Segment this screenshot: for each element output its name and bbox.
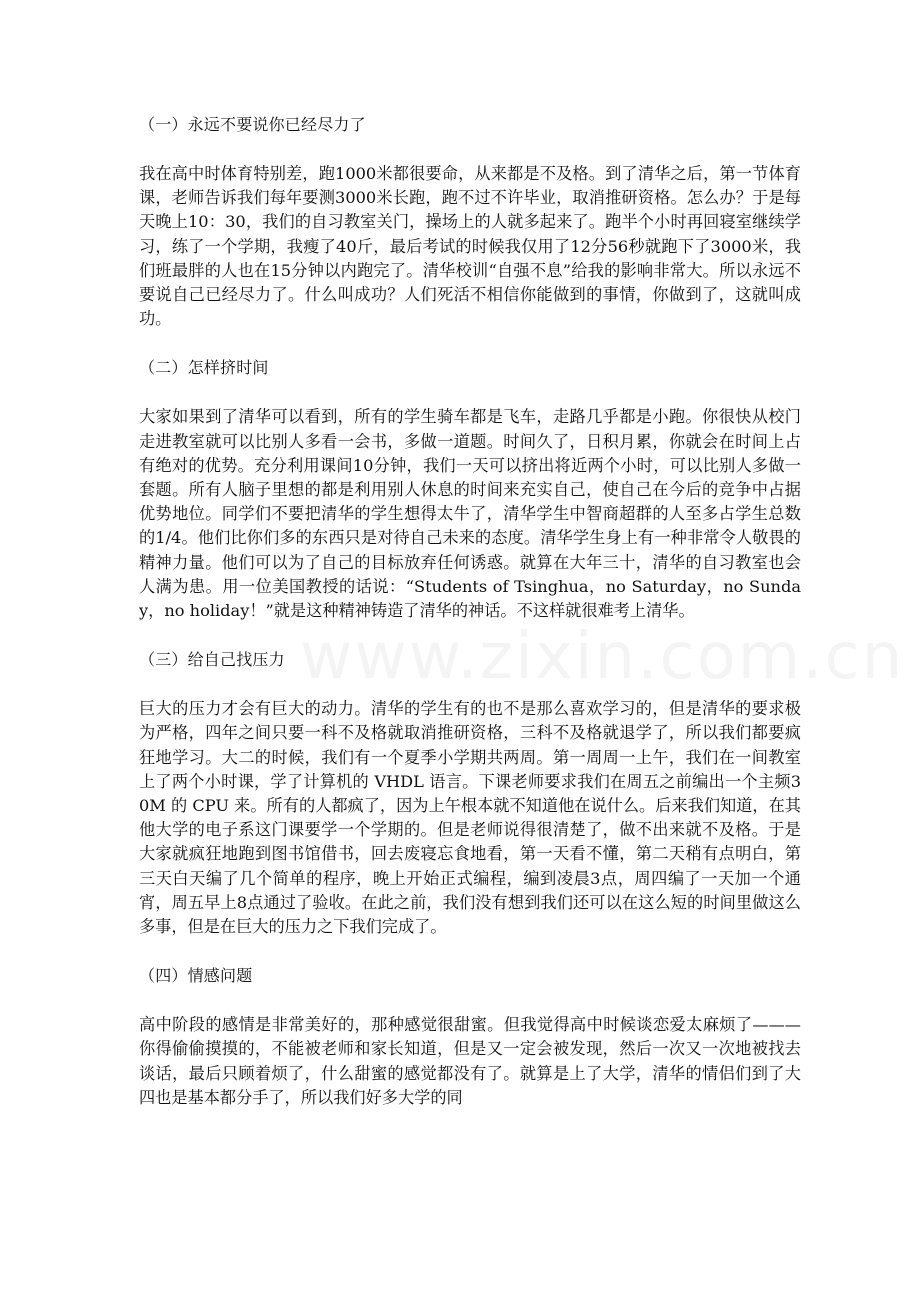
section-paragraph: 大家如果到了清华可以看到，所有的学生骑车都是飞车，走路几乎都是小跑。你很快从校门走进教室就可以比别人多看一会书，多做一道题。时间久了，日积月累，你就会在时间上占有绝对的优势。充分利用课间10分钟，我们一天可以挤出将近两个小时，可以比别人多做一套题。所有人脑子里想的都是利用别人休息的时间来充实自己，使自己在今后的竞争中占据优势地位。同学们不要把清华的学生想得太牛了，清华学生中智商超群的人至多占学生总数的1/4。他们比你们多的东西只是对待自己未来的态度。清华学生身上有一种非常令人敬畏的精神力量。他们可以为了自己的目标放弃任何诱惑。就算在大年三十，清华的自习教室也会人满为患。用一位美国教授的话说：“Students of Tsinghua，no Saturday，no Sunday，no holiday！”就是这种精神铸造了清华的神话。不这样就很难考上清华。 <box>139 407 801 621</box>
section-3 <box>139 647 801 939</box>
section-2 <box>139 355 801 623</box>
section-4 <box>139 963 801 1110</box>
section-1 <box>139 112 801 331</box>
section-heading: （三）给自己找压力 <box>139 650 285 670</box>
document-page <box>139 112 801 1134</box>
section-heading: （四）情感问题 <box>139 966 253 986</box>
section-heading: （一）永远不要说你已经尽力了 <box>139 115 366 134</box>
section-paragraph: 我在高中时体育特别差，跑1000米都很要命，从来都是不及格。到了清华之后，第一节体育课，老师告诉我们每年要测3000米长跑，跑不过不许毕业，取消推研资格。怎么办？于是每天晚上10：30，我们的自习教室关门，操场上的人就多起来了。跑半个小时再回寝室继续学习，练了一个学期，我瘦了40斤，最后考试的时候我仅用了12分56秒就跑下了3000米，我们班最胖的人也在15分钟以内跑完了。清华校训“自强不息”给我的影响非常大。所以永远不要说自己已经尽力了。什么叫成功？人们死活不相信你能做到的事情，你做到了，这就叫成功。 <box>139 164 801 329</box>
section-paragraph: 高中阶段的感情是非常美好的，那种感觉很甜蜜。但我觉得高中时候谈恋爱太麻烦了———你得偷偷摸摸的，不能被老师和家长知道，但是又一定会被发现，然后一次又一次地被找去谈话，最后只顾着烦了，什么甜蜜的感觉都没有了。就算是上了大学，清华的情侣们到了大四也是基本都分手了，所以我们好多大学的同 <box>139 1015 801 1107</box>
section-heading: （二）怎样挤时间 <box>139 358 269 378</box>
section-paragraph: 巨大的压力才会有巨大的动力。清华的学生有的也不是那么喜欢学习的，但是清华的要求极为严格，四年之间只要一科不及格就取消推研资格，三科不及格就退学了，所以我们都要疯狂地学习。大二的时候，我们有一个夏季小学期共两周。第一周周一上午，我们在一间教室上了两个小时课，学了计算机的 VHDL 语言。下课老师要求我们在周五之前编出一个主频30M 的 CPU 来。所有的人都疯了，因为上午根本就不知道他在说什么。后来我们知道，在其他大学的电子系这门课要学一个学期的。但是老师说得很清楚了，做不出来就不及格。于是大家就疯狂地跑到图书馆借书，回去废寝忘食地看，第一天看不懂，第二天稍有点明白，第三天白天编了几个简单的程序，晚上开始正式编程，编到凌晨3点，周四编了一天加一个通宵，周五早上8点通过了验收。在此之前，我们没有想到我们还可以在这么短的时间里做这么多事，但是在巨大的压力之下我们完成了。 <box>139 699 801 937</box>
